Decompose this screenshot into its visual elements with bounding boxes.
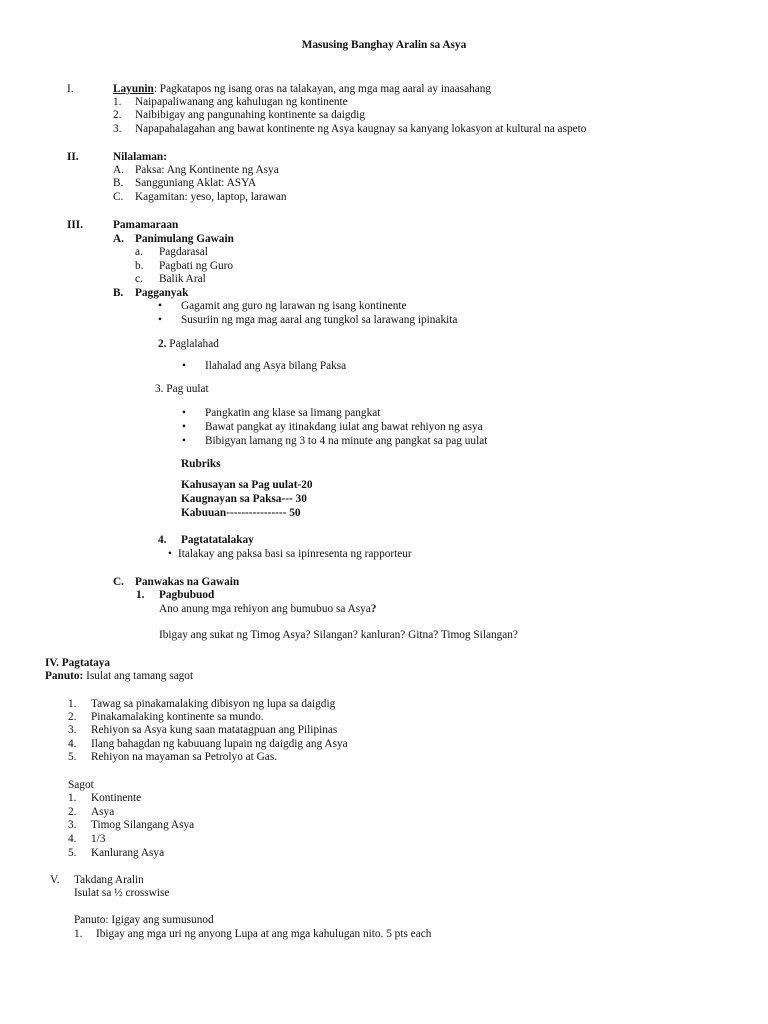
list-item: a. Pagdarasal [135, 246, 208, 258]
bullet-icon: • [168, 548, 172, 560]
list-item [182, 361, 192, 372]
list-item: B. Sangguniang Aklat: ASYA [113, 177, 257, 189]
bullet-icon: • [182, 407, 186, 419]
section-1-heading [113, 84, 491, 95]
list-item: 3. Napapahalagahan ang bawat kontinente ng Asya kaugnay sa kanyang lokasyon at kultural na aspeto [113, 123, 587, 135]
section-4-instruction: Panuto: Isulat ang tamang sagot [45, 670, 194, 682]
pag-uulat-heading: 3. Pag uulat [155, 383, 209, 395]
bullet-text: Ilahalad ang Asya bilang Paksa [205, 360, 347, 372]
section-3-number: III. [67, 219, 84, 231]
bullet-text: Pangkatin ang klase sa limang pangkat [205, 407, 381, 419]
bullet-icon: • [182, 360, 186, 372]
question-item: 4. Ilang bahagdan ng kabuuang lupain ng daigdig ang Asya [68, 738, 348, 750]
section-1-number: I. [67, 83, 74, 95]
section-5-instruction: Panuto: Igigay ang sumusunod [74, 914, 214, 926]
subsection-c-heading: C. Panwakas na Gawain [113, 576, 240, 588]
bullet-text: Bibigyan lamang ng 3 to 4 na minute ang pangkat sa pag uulat [205, 435, 488, 447]
section-5-heading: V. Takdang Aralin [50, 874, 144, 886]
question-item: 3. Rehiyon sa Asya kung saan matatagpuan ang Pilipinas [68, 724, 338, 736]
bullet-text: Susuriin ng mga mag aaral ang tungkol sa larawang ipinakita [181, 314, 458, 326]
answer-item: 2. Asya [68, 806, 115, 818]
rubric-line: Kaugnayan sa Paksa--- 30 [181, 493, 307, 505]
rubric-line: Kabuuan---------------- 50 [181, 507, 301, 519]
list-item: • Italakay ang paksa basi sa ipinresenta ng rapporteur [168, 548, 412, 560]
section-4-heading: IV. Pagtataya [45, 657, 111, 669]
question-item: 2. Pinakamalaking kontinente sa mundo. [68, 711, 264, 723]
list-item [182, 422, 192, 433]
bullet-text: Bawat pangkat ay itinakdang iulat ang bawat rehiyon ng asya [205, 421, 483, 433]
bullet-icon: • [182, 435, 186, 447]
summary-question: Ibigay ang sukat ng Timog Asya? Silangan? kanluran? Gitna? Timog Silangan? [159, 629, 518, 641]
list-item: c. Balik Aral [135, 273, 206, 285]
assignment-item: 1. Ibigay ang mga uri ng anyong Lupa at ang mga kahulugan nito. 5 pts each [74, 928, 432, 940]
list-item [182, 436, 192, 447]
section-3-label: Pamamaraan [113, 219, 179, 231]
rubriks-heading: Rubriks [181, 458, 221, 470]
bullet-text: Gagamit ang guro ng larawan ng isang kontinente [181, 300, 407, 312]
section-2-label: Nilalaman: [113, 151, 167, 163]
list-item: C. Kagamitan: yeso, laptop, larawan [113, 191, 287, 203]
section-1-label: Layunin [113, 83, 154, 95]
summary-question: Ano anung mga rehiyon ang bumubuo sa Asya? [159, 603, 377, 615]
question-item: 1. Tawag sa pinakamalaking dibisyon ng lupa sa daigdig [68, 698, 336, 710]
list-item: b. Pagbati ng Guro [135, 260, 234, 272]
list-item: 2. Naibibigay ang pangunahing kontinente sa daigdig [113, 109, 365, 121]
answer-item: 4. 1/3 [68, 833, 106, 845]
rubric-line: Kahusayan sa Pag uulat-20 [181, 479, 313, 491]
subsection-a-heading: A. Panimulang Gawain [113, 233, 234, 245]
document-title: Masusing Banghay Aralin sa Asya [301, 39, 467, 51]
question-item: 5. Rehiyon na mayaman sa Petrolyo at Gas. [68, 751, 278, 763]
subsection-b-heading: B. Pagganyak [113, 287, 189, 299]
bullet-icon: • [158, 314, 162, 326]
paglalahad-heading: 2. Paglalahad [158, 338, 219, 350]
pagbubuod-heading: 1. Pagbubuod [136, 589, 215, 601]
bullet-icon: • [158, 300, 162, 312]
answers-heading: Sagot [68, 779, 94, 791]
answer-item: 3. Timog Silangang Asya [68, 819, 195, 831]
section-5-subtext: Isulat sa ½ crosswise [74, 887, 170, 899]
list-item [182, 408, 192, 419]
answer-item: 1. Kontinente [68, 792, 142, 804]
list-item: A. Paksa: Ang Kontinente ng Asya [113, 164, 279, 176]
pagtatalakay-heading: 4. Pagtatatalakay [158, 534, 254, 546]
answer-item: 5. Kanlurang Asya [68, 847, 165, 859]
list-item [158, 301, 168, 312]
section-1-intro: : Pagkatapos ng isang oras na talakayan, ang mga mag aaral ay inaasahang [153, 83, 492, 95]
list-item [158, 315, 168, 326]
bullet-icon: • [182, 421, 186, 433]
list-item: 1. Naipapaliwanang ang kahulugan ng kontinente [113, 96, 348, 108]
section-2-number: II. [67, 151, 79, 163]
